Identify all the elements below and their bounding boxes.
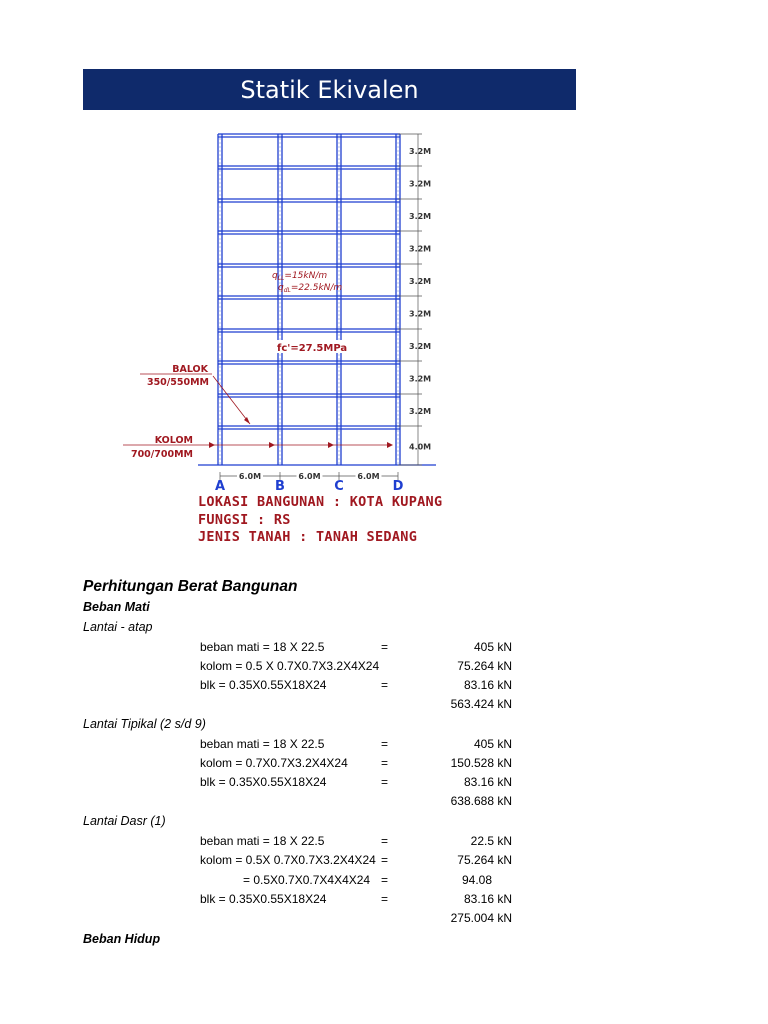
row-eq: =: [381, 775, 389, 789]
column-callout-arrowhead: [328, 442, 334, 448]
row-value: 94.08: [462, 873, 493, 887]
row-eq: =: [381, 737, 389, 751]
story-height-label: 3.2M: [409, 342, 432, 351]
live-load-heading: Beban Hidup: [83, 932, 161, 946]
row-value: 405 kN: [473, 737, 512, 751]
story-height-label: 4.0M: [409, 442, 432, 452]
row-eq: =: [381, 892, 389, 906]
load-value: =15kN/m: [284, 271, 328, 281]
story-height-label: 3.2M: [409, 244, 432, 254]
axis-label: D: [392, 479, 404, 494]
row-eq: =: [381, 640, 389, 654]
info-location: LOKASI BANGUNAN : KOTA KUPANG: [198, 494, 443, 510]
load-value: =22.5kN/m: [290, 283, 343, 293]
bay-width-label: 6.0M: [298, 472, 321, 481]
beam-label: BALOK: [172, 364, 208, 375]
page-title: Statik Ekivalen: [240, 75, 419, 104]
section-total: 638.688 kN: [450, 794, 512, 808]
section-title: Lantai Dasr (1): [83, 814, 166, 828]
row-value: 405 kN: [473, 640, 512, 654]
story-height-label: 3.2M: [409, 179, 432, 189]
column-size-label: 700/700MM: [130, 449, 193, 460]
row-formula: beban mati = 18 X 22.5: [200, 834, 325, 848]
section-total: 563.424 kN: [450, 697, 512, 711]
frame-diagram: [0, 0, 768, 500]
row-formula: blk = 0.35X0.55X18X24: [200, 892, 327, 906]
story-height-label: 3.2M: [409, 147, 432, 156]
calc-heading: Perhitungan Berat Bangunan: [83, 578, 298, 595]
beam-size-label: 350/550MM: [146, 377, 209, 388]
row-eq: =: [381, 853, 389, 867]
row-formula: beban mati = 18 X 22.5: [200, 737, 325, 751]
column-label: KOLOM: [154, 435, 193, 446]
section-total: 275.004 kN: [450, 911, 512, 925]
axis-label: C: [334, 479, 344, 494]
load-subscript: dL: [283, 287, 291, 294]
row-value: 22.5 kN: [470, 834, 512, 848]
row-formula: = 0.5X0.7X0.7X4X4X24: [243, 873, 371, 887]
story-height-label: 3.2M: [409, 277, 432, 286]
column-callout-arrowhead: [387, 442, 393, 448]
axis-label: B: [275, 479, 285, 494]
load-symbol: q: [278, 283, 284, 293]
row-formula: kolom = 0.7X0.7X3.2X4X24: [200, 756, 348, 770]
row-eq: =: [381, 873, 389, 887]
row-eq: =: [381, 834, 389, 848]
column-callout-arrowhead: [269, 442, 275, 448]
row-formula: blk = 0.35X0.55X18X24: [200, 775, 327, 789]
row-formula: blk = 0.35X0.55X18X24: [200, 678, 327, 692]
axis-label: A: [214, 479, 226, 494]
load-label: [272, 271, 327, 282]
info-function: FUNGSI : RS: [198, 512, 291, 528]
row-value: 83.16 kN: [463, 892, 512, 906]
row-formula: kolom = 0.5 X 0.7X0.7X3.2X4X24: [200, 659, 380, 673]
row-formula: beban mati = 18 X 22.5: [200, 640, 325, 654]
load-label: [278, 283, 342, 294]
row-value: 83.16 kN: [463, 775, 512, 789]
row-value: 75.264 kN: [457, 659, 512, 673]
dead-load-heading: Beban Mati: [83, 600, 150, 614]
story-height-label: 3.2M: [409, 309, 432, 319]
row-formula: kolom = 0.5X 0.7X0.7X3.2X4X24: [200, 853, 376, 867]
story-height-label: 3.2M: [409, 212, 432, 221]
bay-width-label: 6.0M: [238, 472, 262, 481]
row-eq: =: [381, 678, 389, 692]
row-eq: =: [381, 756, 389, 770]
row-value: 150.528 kN: [450, 756, 512, 770]
bay-width-label: 6.0M: [357, 472, 380, 481]
story-height-label: 3.2M: [409, 407, 432, 416]
row-value: 75.264 kN: [457, 853, 512, 867]
story-height-label: 3.2M: [409, 374, 432, 384]
load-subscript: LL: [277, 275, 285, 282]
section-title: Lantai Tipikal (2 s/d 9): [83, 717, 206, 731]
fc-label: fc'=27.5MPa: [277, 343, 348, 354]
load-symbol: q: [272, 271, 278, 281]
row-value: 83.16 kN: [463, 678, 512, 692]
column-callout-arrowhead: [209, 442, 215, 448]
section-title: Lantai - atap: [83, 620, 153, 634]
beam-callout-arrowhead: [244, 417, 250, 424]
info-soil: JENIS TANAH : TANAH SEDANG: [198, 529, 418, 545]
